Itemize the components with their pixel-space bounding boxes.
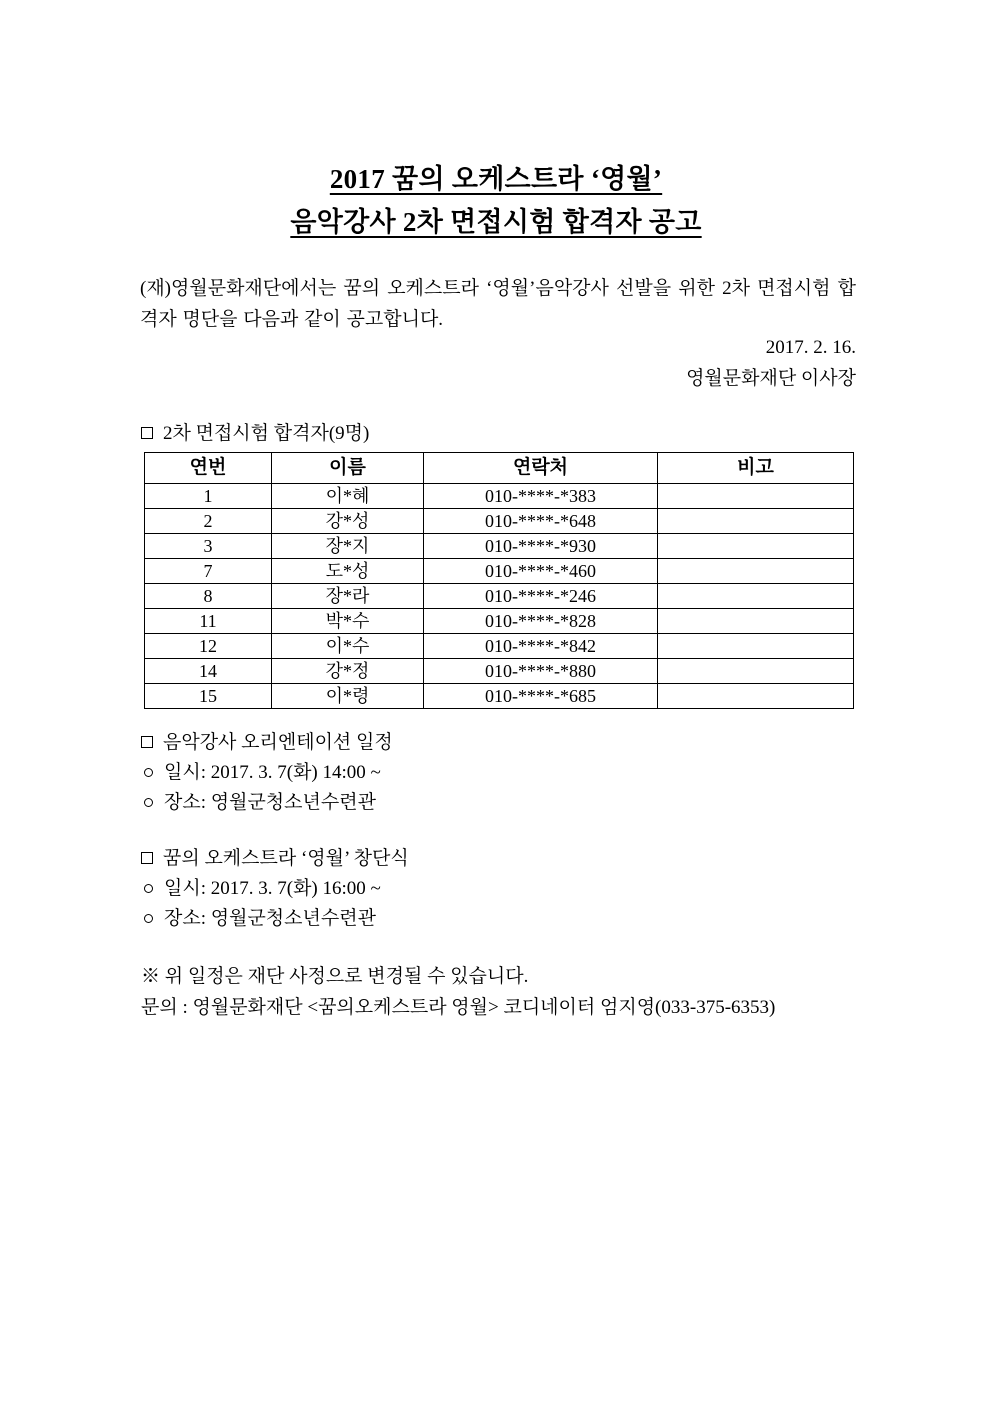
cell-no: 15 — [145, 684, 272, 709]
cell-note — [658, 684, 854, 709]
cell-name: 장*라 — [272, 584, 424, 609]
cell-tel: 010-****-*460 — [424, 559, 658, 584]
square-bullet-icon — [141, 736, 153, 748]
orientation-venue-text: 장소: 영월군청소년수련관 — [164, 792, 376, 813]
table-row — [145, 559, 854, 584]
roster-table-wrapper — [144, 452, 853, 709]
founding-section-heading — [141, 846, 409, 872]
cell-name: 박*수 — [272, 609, 424, 634]
intro-text: (재)영월문화재단에서는 꿈의 오케스트라 ‘영월’음악강사 선발을 위한 2차 면접시험 합격자 명단을 다음과 같이 공고합니다. — [140, 278, 856, 330]
cell-tel: 010-****-*685 — [424, 684, 658, 709]
cell-tel: 010-****-*383 — [424, 484, 658, 509]
column-header-no: 연번 — [145, 453, 272, 484]
cell-note — [658, 534, 854, 559]
cell-name: 장*지 — [272, 534, 424, 559]
table-row — [145, 534, 854, 559]
founding-datetime — [141, 876, 381, 902]
orientation-venue — [141, 790, 376, 816]
cell-tel: 010-****-*648 — [424, 509, 658, 534]
cell-tel: 010-****-*246 — [424, 584, 658, 609]
cell-tel: 010-****-*930 — [424, 534, 658, 559]
column-header-note: 비고 — [658, 453, 854, 484]
cell-name: 이*수 — [272, 634, 424, 659]
roster-table-body — [145, 484, 854, 709]
cell-name: 강*성 — [272, 509, 424, 534]
contact-info: 문의 : 영월문화재단 <꿈의오케스트라 영월> 코디네이터 엄지영(033-375-6353) — [141, 997, 776, 1018]
orientation-datetime-text: 일시: 2017. 3. 7(화) 14:00 ~ — [164, 762, 381, 783]
intro-paragraph — [140, 273, 856, 335]
roster-section-heading — [141, 421, 369, 447]
cell-note — [658, 634, 854, 659]
title-line-2 — [0, 201, 992, 244]
issuer-name: 영월문화재단 이사장 — [686, 368, 856, 389]
cell-no: 14 — [145, 659, 272, 684]
table-row — [145, 659, 854, 684]
founding-datetime-text: 일시: 2017. 3. 7(화) 16:00 ~ — [164, 878, 381, 899]
title-line-1-text: 2017 꿈의 오케스트라 ‘영월’ — [329, 164, 663, 194]
circle-bullet-icon — [144, 914, 153, 923]
cell-tel: 010-****-*842 — [424, 634, 658, 659]
circle-bullet-icon — [144, 768, 153, 777]
cell-no: 7 — [145, 559, 272, 584]
cell-note — [658, 659, 854, 684]
table-row — [145, 634, 854, 659]
page-title — [0, 158, 992, 244]
table-row — [145, 684, 854, 709]
title-line-1 — [0, 158, 992, 201]
table-row — [145, 609, 854, 634]
cell-no: 2 — [145, 509, 272, 534]
cell-no: 3 — [145, 534, 272, 559]
cell-note — [658, 609, 854, 634]
cell-no: 8 — [145, 584, 272, 609]
cell-no: 11 — [145, 609, 272, 634]
founding-venue — [141, 906, 376, 932]
roster-table — [144, 452, 854, 709]
table-row — [145, 509, 854, 534]
square-bullet-icon — [141, 852, 153, 864]
founding-venue-text: 장소: 영월군청소년수련관 — [164, 908, 376, 929]
cell-name: 이*혜 — [272, 484, 424, 509]
signature-block — [140, 332, 856, 394]
publish-date: 2017. 2. 16. — [765, 337, 856, 358]
cell-note — [658, 559, 854, 584]
table-row — [145, 484, 854, 509]
cell-name: 도*성 — [272, 559, 424, 584]
column-header-tel: 연락처 — [424, 453, 658, 484]
circle-bullet-icon — [144, 798, 153, 807]
roster-heading-text: 2차 면접시험 합격자(9명) — [163, 423, 370, 444]
cell-no: 12 — [145, 634, 272, 659]
schedule-disclaimer: ※ 위 일정은 재단 사정으로 변경될 수 있습니다. — [141, 966, 529, 987]
cell-note — [658, 509, 854, 534]
cell-name: 이*령 — [272, 684, 424, 709]
cell-tel: 010-****-*880 — [424, 659, 658, 684]
cell-tel: 010-****-*828 — [424, 609, 658, 634]
table-header-row — [145, 453, 854, 484]
orientation-heading-text: 음악강사 오리엔테이션 일정 — [163, 732, 393, 753]
orientation-datetime — [141, 760, 381, 786]
founding-heading-text: 꿈의 오케스트라 ‘영월’ 창단식 — [163, 848, 409, 869]
square-bullet-icon — [141, 427, 153, 439]
cell-note — [658, 484, 854, 509]
cell-no: 1 — [145, 484, 272, 509]
cell-note — [658, 584, 854, 609]
circle-bullet-icon — [144, 884, 153, 893]
cell-name: 강*정 — [272, 659, 424, 684]
table-row — [145, 584, 854, 609]
title-line-2-text: 음악강사 2차 면접시험 합격자 공고 — [290, 207, 702, 237]
orientation-section-heading — [141, 730, 393, 756]
column-header-name: 이름 — [272, 453, 424, 484]
